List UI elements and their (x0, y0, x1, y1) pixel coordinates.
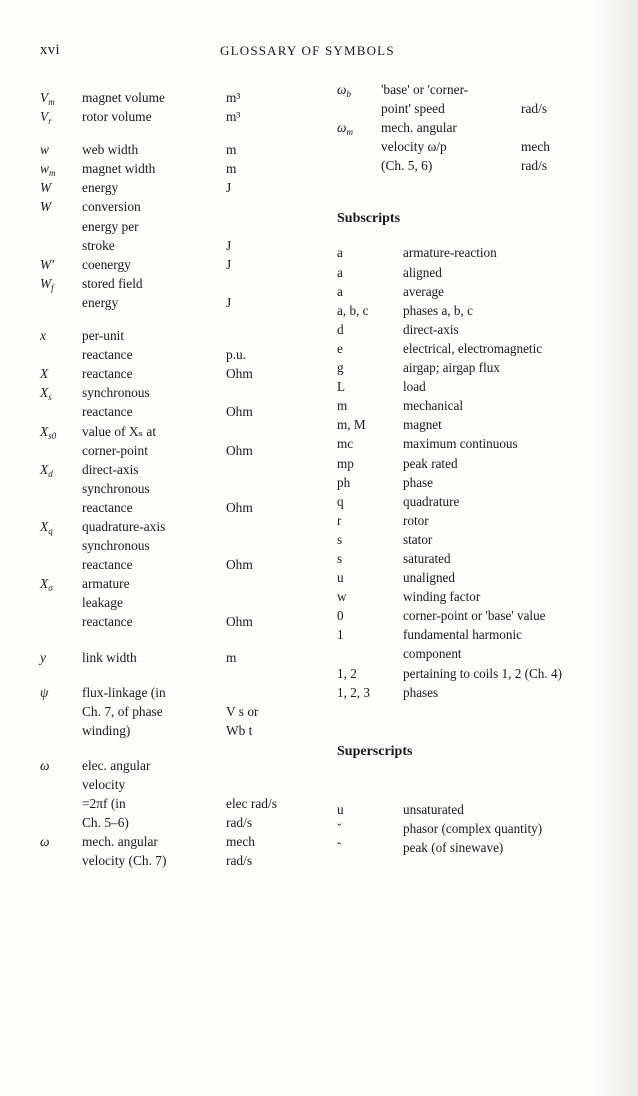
glossary-entry (40, 255, 330, 274)
entry-description (381, 80, 521, 118)
entry-description (82, 107, 214, 126)
list-item-key: 1, 2 (337, 665, 357, 681)
entry-description (82, 756, 214, 832)
entry-description (82, 383, 214, 421)
glossary-entry (40, 460, 330, 517)
list-item-key: 1, 2, 3 (337, 684, 370, 700)
glossary-entry (40, 383, 330, 421)
entry-description (82, 648, 214, 667)
entry-description (82, 88, 214, 107)
entry-symbol (337, 80, 377, 104)
entry-description (82, 197, 214, 254)
unit-line: J (226, 237, 232, 253)
unit-line: rad/s (226, 815, 253, 831)
list-item-key: r (337, 512, 342, 528)
list-item (337, 301, 601, 320)
entry-unit (226, 422, 316, 460)
description-line: elec. angular (82, 757, 151, 773)
description-line: web width (82, 142, 139, 158)
list-item-key: m (337, 398, 348, 414)
list-item (337, 415, 601, 434)
symbol-subscript: r (48, 116, 52, 127)
entry-unit (226, 326, 316, 364)
unit-line (226, 274, 316, 293)
list-item-key: s (337, 531, 343, 547)
description-line: leakage (82, 595, 123, 611)
entry-description (82, 178, 214, 197)
description-line: energy (82, 294, 119, 310)
entry-description (381, 118, 521, 175)
unit-line: Wb t (226, 722, 253, 738)
entry-unit (226, 683, 316, 740)
description-line: energy (82, 180, 119, 196)
entry-unit (226, 88, 316, 107)
list-item (337, 454, 601, 473)
page-title: GLOSSARY OF SYMBOLS (220, 43, 395, 58)
entry-symbol (40, 140, 76, 159)
entry-symbol (40, 178, 76, 197)
entry-unit (226, 159, 316, 178)
symbol-subscript: s (48, 392, 52, 403)
description-line: synchronous (82, 538, 150, 554)
description-line: Ch. 7, of phase (82, 703, 163, 719)
entry-unit (226, 383, 316, 421)
entry-symbol (40, 517, 76, 541)
unit-line: J (226, 180, 232, 196)
list-item-key: a (337, 283, 343, 299)
unit-line (226, 517, 316, 536)
description-line: stored field (82, 275, 143, 291)
description-line: coenergy (82, 256, 131, 272)
symbol-letter: X (40, 518, 49, 534)
entry-spacer (40, 312, 330, 326)
glossary-entry (40, 574, 330, 631)
glossary-entry (40, 683, 330, 740)
glossary-entry (40, 364, 330, 383)
symbol-subscript: f (51, 282, 54, 293)
symbol-subscript: b (346, 89, 351, 99)
list-item-value: phasor (complex quantity) (403, 820, 543, 836)
symbol-letter: W' (40, 256, 55, 272)
unit-line (226, 422, 316, 441)
unit-line: m (226, 161, 237, 177)
unit-line: Ohm (226, 404, 253, 420)
unit-line (226, 775, 316, 794)
list-item (337, 243, 601, 262)
entry-unit (226, 178, 316, 197)
list-item (337, 339, 601, 358)
list-item-value: phases a, b, c (403, 302, 473, 318)
description-line: flux-linkage (in (82, 684, 166, 700)
list-item-value: peak (of sinewave) (403, 839, 504, 855)
list-item (337, 434, 601, 453)
symbol-letter: X (40, 366, 49, 382)
unit-line: mech (521, 139, 550, 155)
unit-line: m (226, 649, 237, 665)
list-item-key: u (337, 570, 344, 586)
list-item (337, 838, 601, 857)
glossary-entry (40, 832, 330, 870)
symbol-letter: ψ (40, 684, 49, 700)
list-item-value: pertaining to coils 1, 2 (Ch. 4) (403, 665, 562, 681)
description-line: reactance (82, 404, 133, 420)
unit-line: J (226, 294, 232, 310)
entry-symbol (40, 422, 76, 446)
list-item-value: corner-point or 'base' value (403, 608, 546, 624)
list-item-value: aligned (403, 264, 442, 280)
symbol-letter: W (40, 180, 52, 196)
list-item-value: armature-reaction (403, 245, 497, 261)
list-item (337, 644, 601, 663)
list-item-key: mp (337, 455, 354, 471)
list-item-key: e (337, 340, 343, 356)
list-item (337, 606, 601, 625)
symbol-letter: ω (40, 834, 50, 850)
unit-line (226, 197, 316, 216)
right-column (337, 80, 601, 857)
entry-description (82, 364, 214, 383)
unit-line (226, 383, 316, 402)
symbol-subscript: m (48, 97, 55, 107)
list-item-key: d (337, 321, 344, 337)
entry-spacer (40, 126, 330, 140)
description-line: corner-point (82, 442, 148, 458)
unit-line (226, 460, 316, 479)
list-item-value: component (403, 646, 462, 662)
description-line: point' speed (381, 101, 445, 117)
glossary-entry (40, 756, 330, 832)
description-line: reactance (82, 366, 133, 382)
subscripts-list (337, 243, 601, 701)
list-item-key: 1 (337, 627, 344, 643)
glossary-entry (40, 422, 330, 460)
unit-line: Ohm (226, 614, 253, 630)
unit-line: rad/s (521, 158, 548, 174)
unit-line: p.u. (226, 347, 247, 363)
list-item-value: fundamental harmonic (403, 627, 523, 643)
glossary-entry (40, 517, 330, 574)
entry-description (82, 517, 214, 574)
list-item-value: load (403, 379, 426, 395)
entry-unit (521, 118, 601, 175)
entry-description (82, 326, 214, 364)
unit-line (521, 118, 601, 137)
unit-line: Ohm (226, 366, 253, 382)
symbol-letter: ω (40, 757, 50, 773)
description-line: reactance (82, 557, 133, 573)
description-line: quadrature-axis (82, 518, 166, 534)
list-item-value: average (403, 283, 444, 299)
entry-unit (226, 460, 316, 517)
unit-line: rad/s (521, 101, 548, 117)
symbol-letter: W (40, 275, 52, 291)
entry-unit (226, 364, 316, 383)
entry-unit (521, 80, 601, 118)
glossary-entry (40, 648, 330, 667)
list-item (337, 625, 601, 644)
symbol-letter: X (40, 576, 49, 592)
list-item-value: airgap; airgap flux (403, 360, 500, 376)
list-item-value: direct-axis (403, 321, 459, 337)
description-line: magnet width (82, 161, 156, 177)
glossary-entry (40, 197, 330, 254)
unit-line (521, 80, 601, 99)
description-line: reactance (82, 614, 133, 630)
entry-spacer (40, 740, 330, 756)
glossary-entry (40, 159, 330, 178)
description-line: synchronous (82, 480, 150, 496)
glossary-entry (40, 140, 330, 159)
list-item (337, 568, 601, 587)
description-line: mech. angular (82, 834, 158, 850)
list-item-value: phases (403, 684, 439, 700)
entry-symbol (40, 832, 76, 851)
description-line: stroke (82, 237, 115, 253)
description-line: direct-axis (82, 461, 139, 477)
unit-line: m (226, 142, 237, 158)
entry-description (82, 832, 214, 870)
list-item-value: saturated (403, 550, 451, 566)
list-item-value: maximum continuous (403, 436, 518, 452)
list-item-value: quadrature (403, 493, 460, 509)
entry-description (82, 255, 214, 274)
symbol-letter: X (40, 385, 49, 401)
description-line: mech. angular (381, 120, 457, 136)
list-item (337, 530, 601, 549)
description-line: energy per (82, 218, 139, 234)
description-line: velocity ω/p (381, 139, 447, 155)
list-item (337, 683, 601, 702)
entry-unit (226, 517, 316, 574)
entry-unit (226, 107, 316, 126)
description-line: conversion (82, 199, 141, 215)
unit-line: mech (226, 834, 255, 850)
list-item-key: mc (337, 436, 354, 452)
entry-description (82, 460, 214, 517)
unit-line (226, 683, 316, 702)
unit-line (226, 479, 316, 498)
entry-unit (226, 648, 316, 667)
list-item (337, 377, 601, 396)
entry-unit (226, 574, 316, 631)
entry-symbol (40, 107, 76, 131)
list-item-key: 0 (337, 608, 344, 624)
unit-line (226, 593, 316, 612)
list-item-key: w (337, 589, 347, 605)
list-item-value: winding factor (403, 589, 481, 605)
entry-unit (226, 832, 316, 870)
entry-symbol (40, 197, 76, 216)
list-item (337, 664, 601, 683)
list-item (337, 396, 601, 415)
entry-symbol (40, 756, 76, 775)
description-line: reactance (82, 499, 133, 515)
glossary-entry (337, 80, 601, 118)
list-item-key (337, 644, 403, 663)
description-line: link width (82, 649, 137, 665)
description-line: winding) (82, 722, 131, 738)
description-line: velocity (82, 777, 126, 792)
entry-spacer (40, 632, 330, 648)
unit-line: elec rad/s (226, 796, 277, 812)
description-line: per-unit (82, 328, 125, 344)
list-item-key: a (337, 245, 343, 261)
symbol-subscript: m (346, 127, 353, 138)
entry-description (82, 574, 214, 631)
entry-description (82, 683, 214, 740)
entry-symbol (40, 383, 76, 407)
unit-line: Ohm (226, 557, 253, 573)
list-item-key: ph (337, 474, 351, 490)
entry-description (82, 159, 214, 178)
entry-symbol (40, 460, 76, 484)
glossary-entry (40, 178, 330, 197)
symbol-letter: X (40, 461, 49, 477)
symbols-list-right (337, 80, 601, 175)
symbol-subscript: m (48, 168, 56, 179)
symbol-letter: w (40, 142, 49, 158)
list-item (337, 819, 601, 838)
symbol-letter: V (40, 90, 49, 105)
list-item (337, 549, 601, 568)
symbol-letter: V (40, 109, 49, 125)
entry-unit (226, 756, 316, 832)
entry-symbol (40, 648, 76, 667)
description-line: (Ch. 5, 6) (381, 158, 433, 174)
unit-line (226, 217, 316, 236)
entry-unit (226, 274, 316, 312)
entry-symbol (337, 118, 377, 142)
list-item-key: a, b, c (337, 302, 369, 318)
unit-line (226, 574, 316, 593)
list-item (337, 282, 601, 301)
description-line: value of Xₛ at (82, 423, 157, 439)
glossary-entry (40, 88, 330, 107)
list-item-key: u (337, 801, 344, 817)
list-item-key: q (337, 493, 344, 509)
unit-line (226, 756, 316, 775)
list-item (337, 263, 601, 282)
entry-description (82, 140, 214, 159)
list-item (337, 492, 601, 511)
list-item (337, 587, 601, 606)
symbol-letter: w (40, 161, 49, 177)
list-item-key: L (337, 379, 346, 395)
entry-symbol (40, 364, 76, 383)
symbol-letter: ω (337, 120, 347, 136)
subscripts-heading: Subscripts (337, 211, 401, 227)
unit-line: V s or (226, 703, 259, 719)
symbol-letter: ω (337, 82, 347, 97)
symbol-subscript: σ (48, 583, 53, 594)
list-item-key: a (337, 264, 343, 280)
list-item-value: phase (403, 474, 434, 490)
superscripts-list (337, 800, 601, 857)
description-line: velocity (Ch. 7) (82, 853, 167, 869)
entry-symbol (40, 255, 76, 274)
unit-line (226, 536, 316, 555)
description-line: Ch. 5–6) (82, 815, 129, 831)
symbols-list-left (40, 88, 330, 870)
unit-line: m³ (226, 109, 241, 125)
description-line: 'base' or 'corner- (381, 82, 469, 97)
description-line: rotor volume (82, 109, 152, 125)
symbol-subscript: s0 (48, 430, 57, 441)
unit-line: rad/s (226, 853, 253, 869)
description-line: armature (82, 576, 130, 592)
entry-symbol (40, 326, 76, 345)
list-item-value: peak rated (403, 455, 458, 471)
list-item-value: unaligned (403, 570, 456, 586)
glossary-entry (337, 118, 601, 175)
entry-unit (226, 140, 316, 159)
unit-line: Ohm (226, 499, 253, 515)
list-item-key: g (337, 360, 344, 376)
list-item-key: ˇ (337, 820, 342, 836)
entry-symbol (40, 274, 76, 298)
entry-description (82, 274, 214, 312)
list-item-key: s (337, 550, 343, 566)
symbol-letter: y (40, 649, 46, 665)
list-item-value: magnet (403, 417, 442, 433)
list-item-value: rotor (403, 512, 429, 528)
unit-line: m³ (226, 90, 241, 105)
list-item-key: ˆ (337, 839, 342, 855)
symbol-letter: x (40, 328, 46, 344)
description-line: synchronous (82, 385, 150, 401)
symbol-letter: W (40, 199, 52, 215)
description-line: =2πf (in (82, 796, 126, 812)
list-item (337, 473, 601, 492)
unit-line: Ohm (226, 442, 253, 458)
superscripts-heading: Superscripts (337, 743, 413, 759)
list-item (337, 320, 601, 339)
list-item (337, 511, 601, 530)
list-item (337, 358, 601, 377)
description-line: magnet volume (82, 90, 165, 105)
entry-unit (226, 255, 316, 274)
list-item-value: stator (403, 531, 433, 547)
entry-description (82, 422, 214, 460)
symbol-subscript: d (48, 468, 53, 479)
list-item-value: mechanical (403, 398, 464, 414)
unit-line: J (226, 256, 232, 272)
description-line: reactance (82, 347, 133, 363)
entry-symbol (40, 574, 76, 598)
page-number: xvi (40, 42, 61, 58)
entry-symbol (40, 683, 76, 702)
list-item-value: unsaturated (403, 801, 464, 817)
symbol-letter: X (40, 423, 49, 439)
list-item (337, 800, 601, 819)
list-item-value: electrical, electromagnetic (403, 340, 543, 356)
symbol-subscript: q (48, 525, 53, 536)
glossary-entry (40, 274, 330, 312)
entry-unit (226, 197, 316, 254)
glossary-entry (40, 107, 330, 126)
list-item-key: m, M (337, 417, 366, 433)
unit-line (226, 326, 316, 345)
glossary-entry (40, 326, 330, 364)
entry-spacer (40, 667, 330, 683)
